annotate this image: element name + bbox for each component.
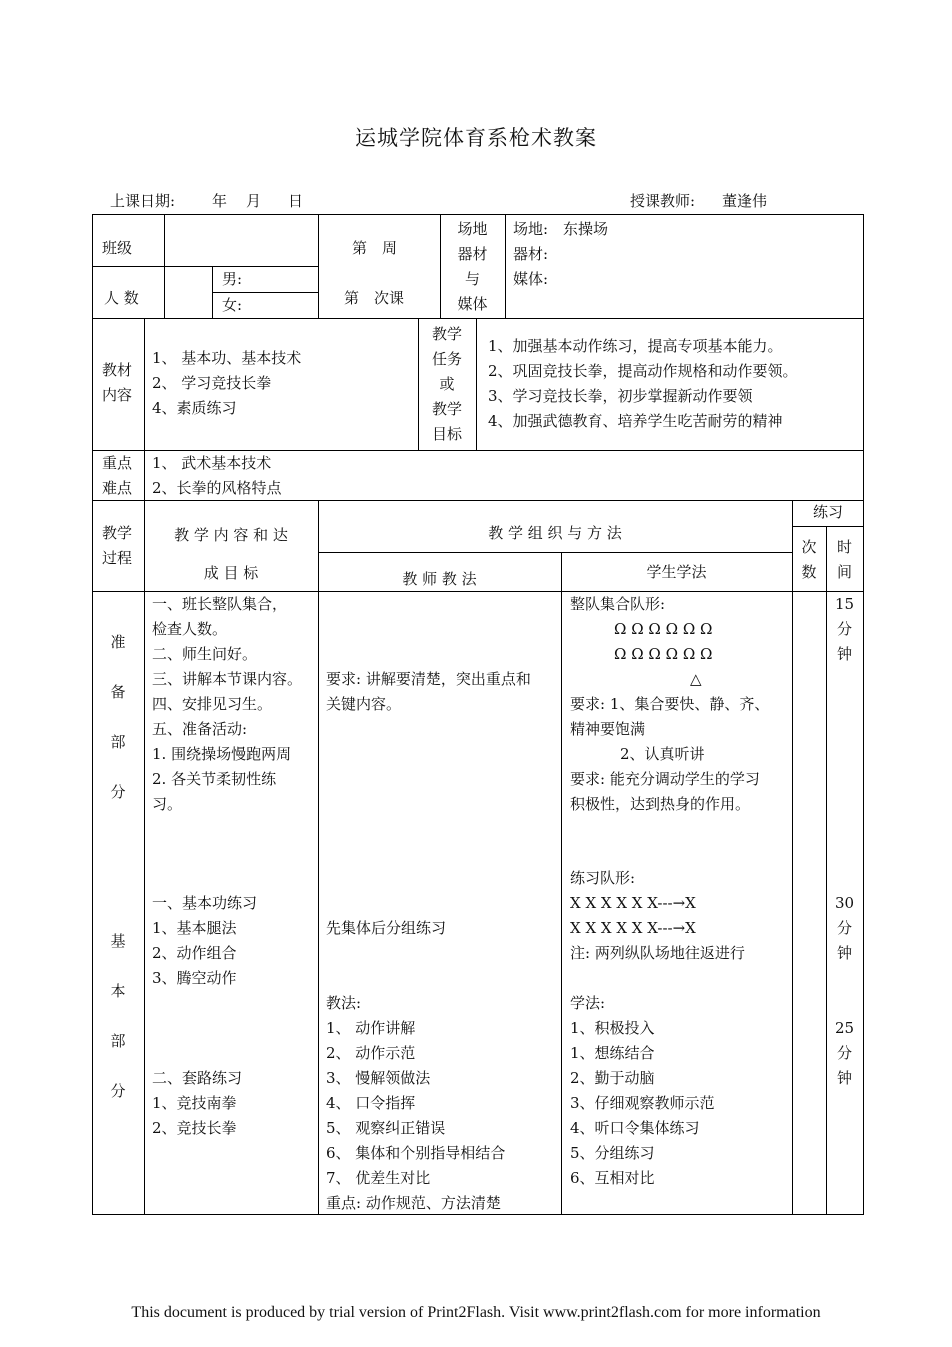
materials-label: 教材 内容	[102, 361, 133, 404]
list-item: 2、巩固竞技长拳，提高动作规格和动作要领。	[488, 362, 798, 380]
list-item: 2、 学习竞技长拳	[152, 374, 272, 392]
list-item: 3、腾空动作	[152, 969, 237, 987]
list-item: 2、竞技长拳	[152, 1119, 237, 1137]
practice-header: 练习	[812, 503, 843, 521]
list-item: 1、 武术基本技术	[152, 454, 272, 472]
date-label: 上课日期:	[110, 192, 176, 210]
org-method-header: 教 学 组 织 与 方 法	[488, 524, 622, 542]
basic-content-2	[152, 1066, 242, 1141]
process-label: 教学 过程	[102, 524, 133, 567]
list-item: 1、 基本功、基本技术	[152, 349, 302, 367]
prep-section-label: 准 备 部 分	[110, 633, 126, 801]
year-label: 年	[212, 192, 228, 210]
list-item: 4、素质练习	[152, 399, 237, 417]
equipment-label: 器材:	[513, 245, 549, 263]
teacher-method-header: 教 师 教 法	[402, 570, 477, 588]
teacher-name: 董逢伟	[722, 192, 768, 210]
key-points-label: 重点 难点	[102, 454, 133, 497]
prep-time: 15 分 钟	[834, 595, 855, 663]
basic-content-1	[152, 891, 257, 991]
basic-teacher-2: 教法: 1、 动作讲解 2、 动作示范 3、 慢解领做法 4、 口令指挥 5、 观察纠正错误 6、 集体和个别指导相结合 7、 优差生对比 重点: 动作规范、方法清楚	[326, 994, 506, 1212]
list-item: 五、准备活动:	[152, 720, 248, 738]
list-item: 一、基本功练习	[152, 894, 258, 912]
trial-footer: This document is produced by trial version of Print2Flash. Visit www.print2flash.com for more information	[131, 1304, 821, 1321]
list-item: 二、套路练习	[152, 1069, 243, 1087]
duration-header: 时 间	[836, 538, 852, 581]
task-label: 教学 任务 或 教学 目标	[431, 325, 462, 443]
lesson-label: 第 次课	[344, 289, 405, 307]
prep-content	[152, 592, 302, 817]
basic-section-label: 基 本 部 分	[110, 932, 126, 1100]
task-list	[488, 334, 798, 434]
list-item: 四、安排见习生。	[152, 695, 273, 713]
day-label: 日	[288, 192, 304, 210]
list-item: 习。	[152, 795, 183, 813]
list-item: 4、加强武德教育、培养学生吃苦耐劳的精神	[488, 412, 783, 430]
list-item: 三、讲解本节课内容。	[152, 670, 303, 688]
list-item: 2、动作组合	[152, 944, 237, 962]
venue-value: 场地: 东操场	[513, 220, 609, 238]
basic-time-2: 25 分 钟	[834, 1019, 855, 1087]
document-title: 运城学院体育系枪术教案	[355, 126, 597, 150]
teacher-label: 授课教师:	[630, 192, 696, 210]
list-item: 1、加强基本动作练习，提高专项基本能力。	[488, 337, 783, 355]
prep-student: 整队集合队形: Ω Ω Ω Ω Ω Ω Ω Ω Ω Ω Ω Ω △ 要求: 1、集合要快、静、齐、 精神要饱满 2、认真听讲 要求: 能充分调动学生的学习 积极性，达到热身的作用。	[570, 595, 770, 813]
people-label: 人 数	[104, 289, 139, 307]
male-label: 男:	[222, 270, 243, 288]
student-method-header: 学生学法	[646, 563, 707, 581]
prep-teacher: 要求: 讲解要清楚，突出重点和 关键内容。	[326, 670, 531, 713]
list-item: 2. 各关节柔韧性练	[152, 770, 277, 788]
list-item: 一、班长整队集合，	[152, 595, 288, 613]
basic-teacher-1: 先集体后分组练习	[326, 919, 447, 937]
times-header: 次 数	[801, 538, 817, 581]
list-item: 1、竞技南拳	[152, 1094, 237, 1112]
list-item: 1、基本腿法	[152, 919, 237, 937]
basic-student-1: 练习队形: X X X X X X---→X X X X X X X---→X 注: 两列纵队场地往返进行	[570, 869, 745, 962]
materials-list	[152, 346, 301, 421]
media-label: 媒体:	[513, 270, 549, 288]
list-item: 2、长拳的风格特点	[152, 479, 282, 497]
month-label: 月	[246, 192, 262, 210]
class-label: 班级	[102, 239, 133, 257]
basic-student-2: 学法: 1、积极投入 1、想练结合 2、勤于动脑 3、仔细观察教师示范 4、听口令集体练习 5、分组练习 6、互相对比	[570, 994, 715, 1187]
list-item: 1. 围绕操场慢跑两周	[152, 745, 292, 763]
female-label: 女:	[222, 296, 243, 314]
basic-time-1: 30 分 钟	[834, 894, 855, 962]
key-points-list	[152, 451, 282, 501]
venue-label: 场地 器材 与 媒体	[457, 220, 488, 313]
content-goal-header: 教 学 内 容 和 达 成 目 标	[174, 526, 288, 582]
list-item: 3、学习竞技长拳，初步掌握新动作要领	[488, 387, 753, 405]
week-label: 第 周	[352, 239, 398, 257]
list-item: 检查人数。	[152, 620, 228, 638]
list-item: 二、师生问好。	[152, 645, 258, 663]
